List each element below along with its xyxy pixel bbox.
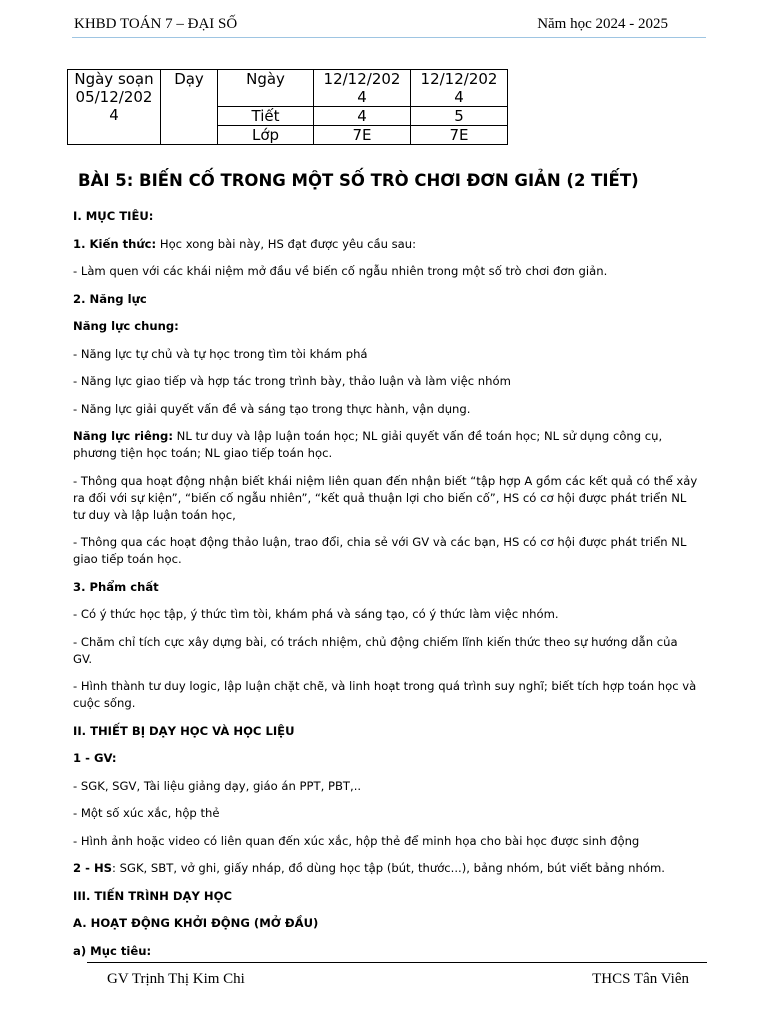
row-label-lop: Lớp [218, 126, 314, 145]
nang-luc-rieng-item: - Thông qua hoạt động nhận biết khái niệm liên quan đến nhận biết “tập hợp A gồm các kết quả có thể xảy ra đối với sự kiện”, “biến cố ngẫu nhiên”, “kết quả thuận lợi cho biến cố”, HS có cơ hội được phát triển NL tư duy và lập luận toán học, [73, 473, 698, 522]
hs-label: 2 - HS [73, 861, 113, 875]
section-thiet-bi: II. THIẾT BỊ DẠY HỌC VÀ HỌC LIỆU [73, 723, 295, 738]
schedule-table [67, 69, 508, 145]
date-cell-2: 12/12/2024 [411, 70, 508, 107]
header-subject: KHBD TOÁN 7 – ĐẠI SỐ [74, 16, 238, 32]
lesson-title: BÀI 5: BIẾN CỐ TRONG MỘT SỐ TRÒ CHƠI ĐƠN GIẢN (2 TIẾT) [78, 171, 639, 190]
period-cell-2: 5 [411, 107, 508, 126]
nang-luc-chung-item: - Năng lực tự chủ và tự học trong tìm tòi khám phá [73, 346, 368, 361]
class-cell-1: 7E [314, 126, 411, 145]
kien-thuc-paragraph [73, 236, 698, 253]
period-cell-1: 4 [314, 107, 411, 126]
nang-luc-rieng-item: - Thông qua các hoạt động thảo luận, trao đổi, chia sẻ với GV và các bạn, HS có cơ hội được phát triển NL giao tiếp toán học. [73, 535, 687, 566]
kien-thuc-label: 1. Kiến thức: [73, 236, 157, 251]
kien-thuc-text: Học xong bài này, HS đạt được yêu cầu sau: [156, 236, 417, 251]
gv-item: - Một số xúc xắc, hộp thẻ [73, 806, 220, 820]
nang-luc-chung-item: - Năng lực giao tiếp và hợp tác trong trình bày, thảo luận và làm việc nhóm [73, 374, 511, 388]
section-tien-trinh: III. TIẾN TRÌNH DẠY HỌC [73, 888, 232, 903]
class-cell-2: 7E [411, 126, 508, 145]
nang-luc-rieng-label: Năng lực riêng: [73, 429, 173, 443]
pham-chat-item: - Hình thành tư duy logic, lập luận chặt chẽ, và linh hoạt trong quá trình suy nghĩ; biết tích hợp toán học và cuộc sống. [73, 679, 697, 710]
row-label-tiet: Tiết [218, 107, 314, 126]
header-school-year: Năm học 2024 - 2025 [537, 16, 668, 32]
footer-teacher: GV Trịnh Thị Kim Chi [107, 971, 245, 987]
nang-luc-rieng-paragraph [73, 428, 698, 462]
hs-text: : SGK, SBT, vở ghi, giấy nháp, đồ dùng học tập (bút, thước...), bảng nhóm, bút viết bảng nhóm. [112, 861, 665, 875]
gv-item: - Hình ảnh hoặc video có liên quan đến xúc xắc, hộp thẻ để minh họa cho bài học được sinh động [73, 833, 640, 848]
date-cell-1: 12/12/2024 [314, 70, 411, 107]
pham-chat-item: - Có ý thức học tập, ý thức tìm tòi, khám phá và sáng tạo, có ý thức làm việc nhóm. [73, 607, 559, 621]
nang-luc-chung-item: - Năng lực giải quyết vấn đề và sáng tạo trong thực hành, vận dụng. [73, 401, 471, 416]
muc-tieu-a-heading: a) Mục tiêu: [73, 943, 152, 958]
day-label-cell: Dạy [161, 70, 218, 145]
gv-item: - SGK, SGV, Tài liệu giảng dạy, giáo án PPT, PBT,.. [73, 778, 362, 793]
hs-paragraph [73, 860, 698, 877]
kien-thuc-item: - Làm quen với các khái niệm mở đầu về biến cố ngẫu nhiên trong một số trò chơi đơn giản. [73, 264, 608, 278]
section-nang-luc: 2. Năng lực [73, 291, 147, 306]
footer-school: THCS Tân Viên [592, 971, 689, 987]
footer-divider [87, 962, 707, 963]
lesson-content [73, 208, 698, 970]
nang-luc-chung-heading: Năng lực chung: [73, 319, 179, 333]
hoat-dong-khoi-dong-heading: A. HOẠT ĐỘNG KHỞI ĐỘNG (MỞ ĐẦU) [73, 916, 319, 930]
row-label-ngay: Ngày [218, 70, 314, 107]
section-pham-chat: 3. Phẩm chất [73, 579, 159, 594]
header-divider [72, 37, 706, 38]
ngay-soan-cell [68, 70, 161, 145]
ngay-soan-value: 05/12/2024 [75, 88, 153, 124]
gv-heading: 1 - GV: [73, 751, 117, 765]
pham-chat-item: - Chăm chỉ tích cực xây dựng bài, có trách nhiệm, chủ động chiếm lĩnh kiến thức theo sự hướng dẫn của GV. [73, 634, 678, 666]
ngay-soan-label: Ngày soạn [74, 70, 154, 88]
section-muc-tieu: I. MỤC TIÊU: [73, 209, 154, 223]
nang-luc-rieng-text: NL tư duy và lập luận toán học; NL giải quyết vấn đề toán học; NL sử dụng công cụ, phương tiện học toán; NL giao tiếp toán học. [73, 429, 663, 460]
